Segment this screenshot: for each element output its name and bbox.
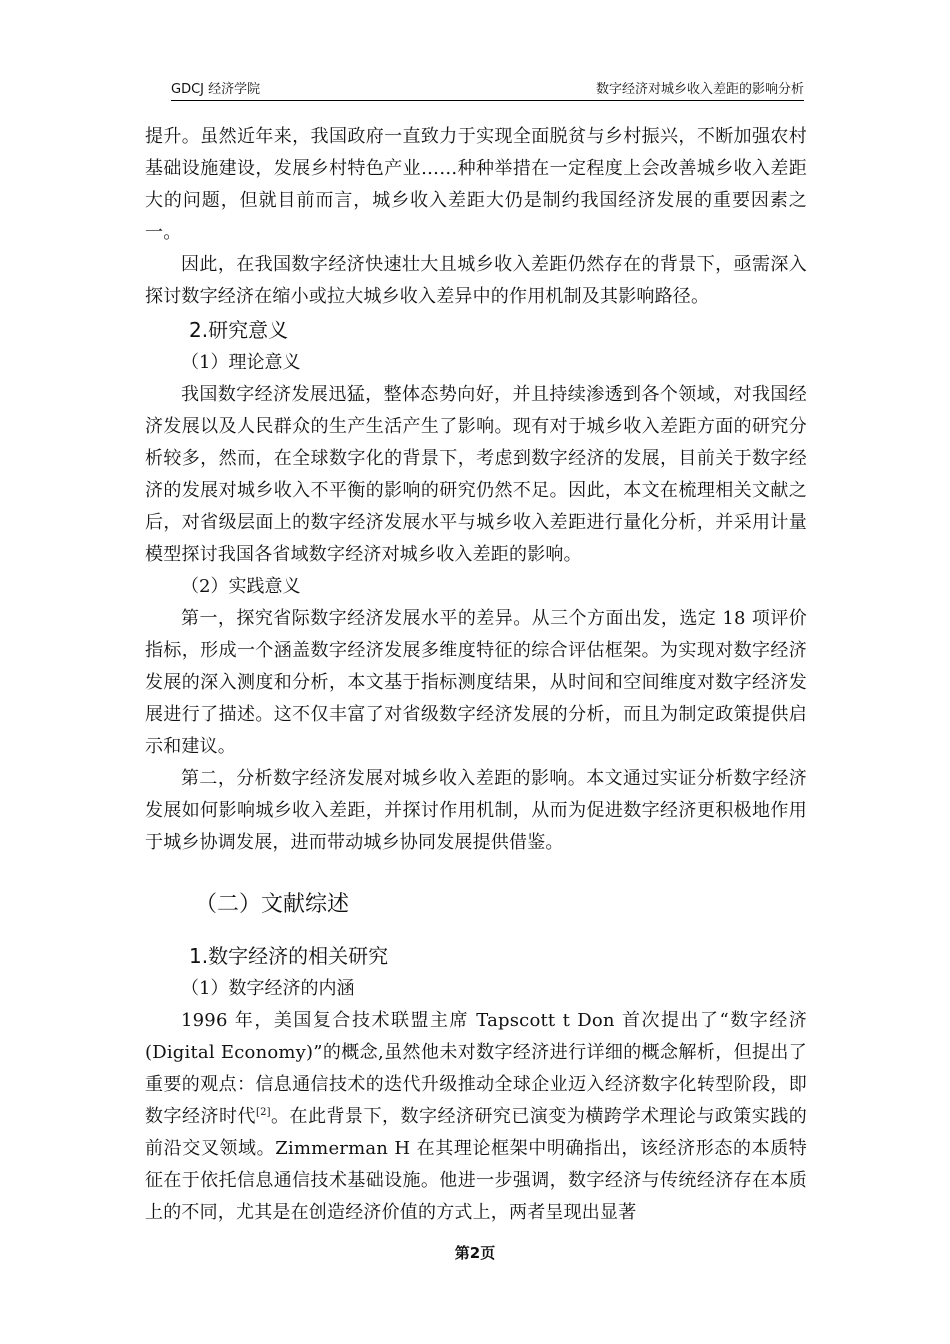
paragraph-connotation-part2: 。在此背景下，数字经济研究已演变为横跨学术理论与政策实践的前沿交叉领域。Zimmerman H 在其理论框架中明确指出，该经济形态的本质特征在于依托信息通信技术基础设施。他进一步强调，数字经济与传统经济存在本质上的不同，尤其是在创造经济价值的方式上，两者呈现出显著 [145,1106,808,1223]
heading-literature-review: （二）文献综述 [195,892,350,917]
page-content [145,121,807,1229]
paragraph-connotation-part1: 1996 年，美国复合技术联盟主席 Tapscott t Don 首次提出了“数字经济(Digital Economy)”的概念,虽然他未对数字经济进行详细的概念解析，但提出了重要的观点：信息通信技术的迭代升级推动全球企业迈入经济数字化转型阶段，即数字经济时代 [145,1010,807,1127]
page-number: 第2页 [454,1244,496,1262]
paragraph-background-conclusion: 因此，在我国数字经济快速壮大且城乡收入差距仍然存在的背景下，亟需深入探讨数字经济在缩小或拉大城乡收入差异中的作用机制及其影响路径。 [145,254,807,307]
page-header [171,78,804,101]
header-left-text: GDCJ 经济学院 [171,82,261,97]
paragraph-continued: 提升。虽然近年来，我国政府一直致力于实现全面脱贫与乡村振兴，不断加强农村基础设施建设，发展乡村特色产业……种种举措在一定程度上会改善城乡收入差距大的问题，但就目前而言，城乡收入差距大仍是制约我国经济发展的重要因素之一。 [145,126,807,243]
heading-digital-economy-research: 1.数字经济的相关研究 [189,944,389,968]
subheading-connotation: （1）数字经济的内涵 [181,978,355,999]
subheading-practice: （2）实践意义 [181,576,301,597]
heading-research-significance: 2.研究意义 [189,318,289,342]
paragraph-theory: 我国数字经济发展迅猛，整体态势向好，并且持续渗透到各个领域，对我国经济发展以及人民群众的生产生活产生了影响。现有对于城乡收入差距方面的研究分析较多，然而，在全球数字化的背景下，考虑到数字经济的发展，目前关于数字经济的发展对城乡收入不平衡的影响的研究仍然不足。因此，本文在梳理相关文献之后，对省级层面上的数字经济发展水平与城乡收入差距进行量化分析，并采用计量模型探讨我国各省域数字经济对城乡收入差距的影响。 [145,384,807,565]
citation-ref[interactable]: [2] [255,1107,271,1118]
paragraph-practice-first: 第一，探究省际数字经济发展水平的差异。从三个方面出发，选定 18 项评价指标，形成一个涵盖数字经济发展多维度特征的综合评估框架。为实现对数字经济发展的深入测度和分析，本文基于指标测度结果，从时间和空间维度对数字经济发展进行了描述。这不仅丰富了对省级数字经济发展的分析，而且为制定政策提供启示和建议。 [145,608,807,757]
subheading-theory: （1）理论意义 [181,352,301,373]
paragraph-connotation [145,1005,807,1229]
header-right-title: 数字经济对城乡收入差距的影响分析 [595,82,804,97]
paragraph-practice-second: 第二，分析数字经济发展对城乡收入差距的影响。本文通过实证分析数字经济发展如何影响城乡收入差距，并探讨作用机制，从而为促进数字经济更积极地作用于城乡协调发展，进而带动城乡协同发展提供借鉴。 [145,768,807,853]
